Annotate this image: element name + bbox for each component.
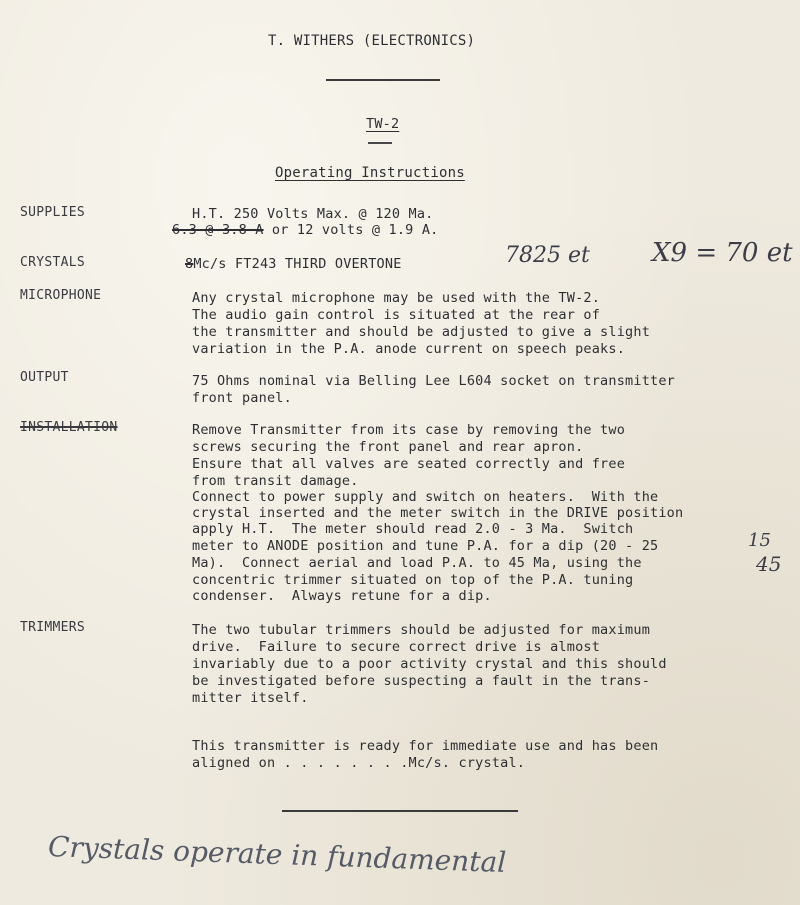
trimmers-line-2: drive. Failure to secure correct drive is almost	[192, 639, 601, 655]
installation-line-2: screws securing the front panel and rear apron.	[192, 439, 584, 455]
installation-line-1: Remove Transmitter from its case by removing the two	[192, 422, 626, 438]
microphone-line-4: variation in the P.A. anode current on speech peaks.	[192, 341, 626, 357]
closing-line-2: aligned on . . . . . . . .Mc/s. crystal.	[192, 755, 526, 771]
trimmers-line-3: invariably due to a poor activity crystal and this should	[192, 656, 667, 672]
crystals-line	[185, 256, 402, 273]
installation-line-11: condenser. Always retune for a dip.	[192, 588, 492, 604]
handnote-7825: 7825 et	[505, 243, 590, 268]
handnote-15: 15	[748, 530, 771, 551]
model-underline-extra	[368, 142, 392, 144]
handwritten-footer: Crystals operate in fundamental	[47, 830, 507, 879]
trimmers-line-1: The two tubular trimmers should be adjusted for maximum	[192, 622, 651, 638]
header-rule	[326, 79, 440, 81]
installation-line-8: meter to ANODE position and tune P.A. for a dip (20 - 25	[192, 538, 659, 554]
handnote-45: 45	[756, 552, 782, 576]
company-name: T. WITHERS (ELECTRONICS)	[268, 33, 476, 49]
label-microphone: MICROPHONE	[20, 288, 102, 303]
footer-rule	[282, 810, 518, 812]
handnote-x9: X9 = 70 et	[652, 238, 793, 268]
installation-line-6: crystal inserted and the meter switch in the DRIVE position	[192, 505, 684, 521]
model-number: TW-2	[366, 116, 400, 132]
installation-line-7: apply H.T. The meter should read 2.0 - 3 Ma. Switch	[192, 521, 634, 537]
microphone-line-2: The audio gain control is situated at the rear of	[192, 307, 601, 323]
trimmers-line-5: mitter itself.	[192, 690, 309, 706]
label-trimmers: TRIMMERS	[20, 620, 86, 635]
label-crystals: CRYSTALS	[20, 255, 86, 270]
supplies-line-2-rest: or 12 volts @ 1.9 A.	[263, 222, 439, 238]
installation-line-3: Ensure that all valves are seated correctly and free	[192, 456, 626, 472]
page-title: Operating Instructions	[275, 165, 465, 181]
trimmers-line-4: be investigated before suspecting a fault in the trans-	[192, 673, 651, 689]
crystals-struck-8: 8	[185, 256, 194, 272]
label-output: OUTPUT	[20, 370, 69, 385]
microphone-line-1: Any crystal microphone may be used with the TW-2.	[192, 290, 601, 306]
label-supplies: SUPPLIES	[20, 205, 86, 220]
supplies-line-2	[172, 222, 439, 239]
output-line-1: 75 Ohms nominal via Belling Lee L604 socket on transmitter	[192, 373, 676, 389]
closing-line-1: This transmitter is ready for immediate use and has been	[192, 738, 659, 754]
installation-line-9: Ma). Connect aerial and load P.A. to 45 Ma, using the	[192, 555, 642, 571]
crystals-text: Mc/s FT243 THIRD OVERTONE	[193, 256, 402, 272]
installation-line-10: concentric trimmer situated on top of the P.A. tuning	[192, 572, 634, 588]
supplies-struck-text: 6.3 @ 3.8 A	[172, 222, 264, 238]
supplies-line-1: H.T. 250 Volts Max. @ 120 Ma.	[192, 206, 434, 222]
installation-line-5: Connect to power supply and switch on heaters. With the	[192, 489, 659, 505]
output-line-2: front panel.	[192, 390, 292, 406]
label-installation: INSTALLATION	[20, 420, 118, 435]
microphone-line-3: the transmitter and should be adjusted to give a slight	[192, 324, 651, 340]
installation-line-4: from transit damage.	[192, 473, 359, 489]
